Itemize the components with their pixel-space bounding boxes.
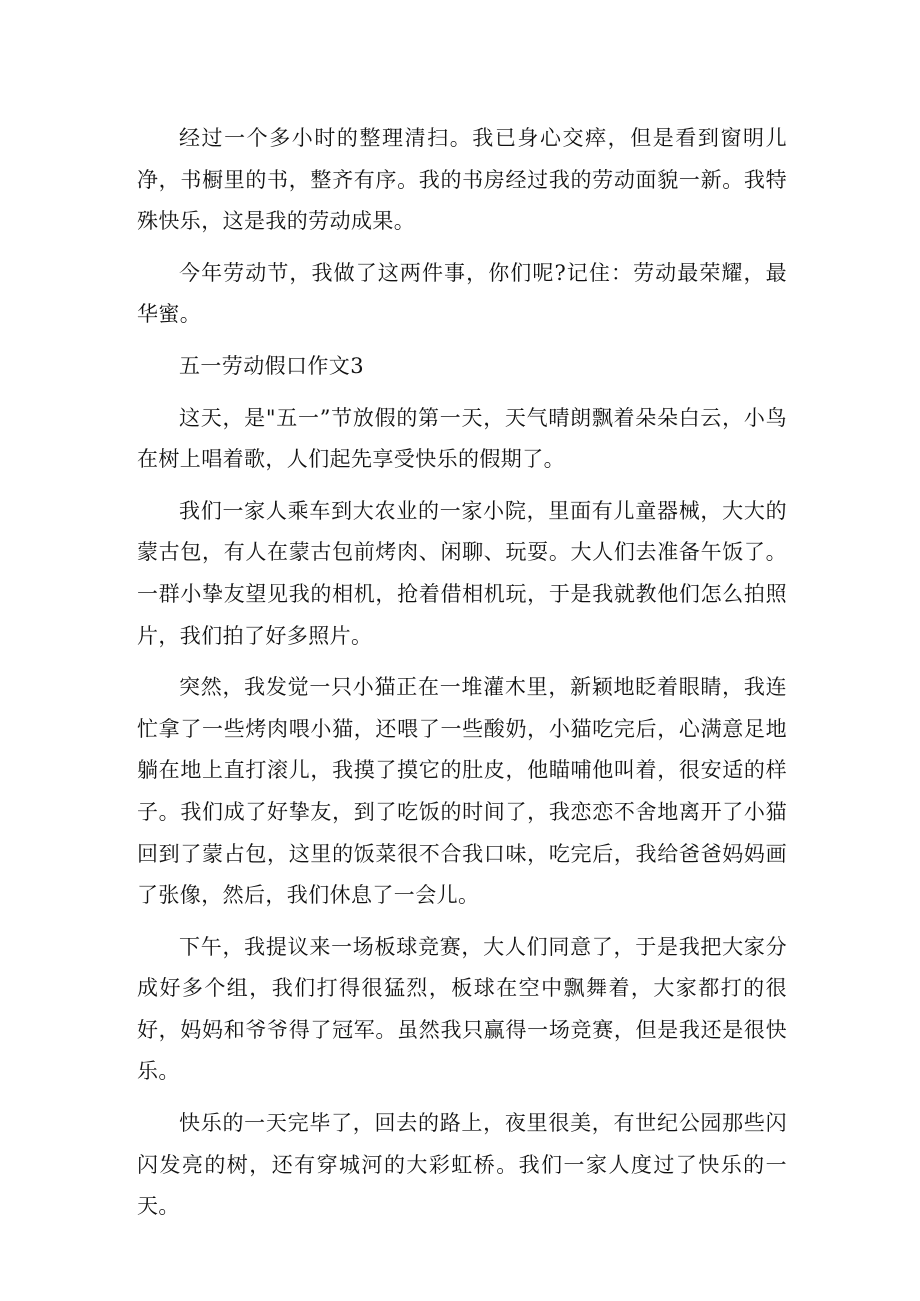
paragraph: 经过一个多小时的整理清扫。我已身心交瘁，但是看到窗明儿净，书橱里的书，整齐有序。我的书房经过我的劳动面貌一新。我特殊快乐，这是我的劳动成果。 bbox=[137, 126, 787, 234]
paragraph: 突然，我发觉一只小猫正在一堆灌木里，新颖地眨着眼睛，我连忙拿了一些烤肉喂小猫，还喂了一些酸奶，小猫吃完后，心满意足地躺在地上直打滚儿，我摸了摸它的肚皮，他瞄哺他叫着，很安适的样子。我们成了好挚友，到了吃饭的时间了，我恋恋不舍地离开了小猫回到了蒙占包，这里的饭菜很不合我口味，吃完后，我给爸爸妈妈画了张像，然后，我们休息了一会儿。 bbox=[137, 675, 787, 908]
paragraph: 下午，我提议来一场板球竞赛，大人们同意了，于是我把大家分成好多个组，我们打得很猛烈，板球在空中飘舞着，大家都打的很好，妈妈和爷爷得了冠军。虽然我只赢得一场竞赛，但是我还是很快乐。 bbox=[137, 934, 787, 1084]
paragraph: 快乐的一天完毕了，回去的路上，夜里很美，有世纪公园那些闪闪发亮的树，还有穿城河的大彩虹桥。我们一家人度过了快乐的一天。 bbox=[137, 1111, 787, 1219]
paragraph: 这天，是"五一”节放假的第一天，天气晴朗飘着朵朵白云，小鸟在树上唱着歌，人们起先享受快乐的假期了。 bbox=[137, 405, 787, 472]
document-body bbox=[137, 118, 787, 1238]
paragraph: 我们一家人乘车到大农业的一家小院，里面有儿童器械，大大的蒙古包，有人在蒙古包前烤肉、闲聊、玩耍。大人们去准备午饭了。一群小挚友望见我的相机，抢着借相机玩，于是我就教他们怎么拍照片，我们拍了好多照片。 bbox=[137, 498, 787, 648]
paragraph: 今年劳动节，我做了这两件事，你们呢?记住：劳动最荣耀，最华蜜。 bbox=[137, 260, 787, 327]
section-title: 五一劳动假口作文3 bbox=[179, 353, 364, 378]
